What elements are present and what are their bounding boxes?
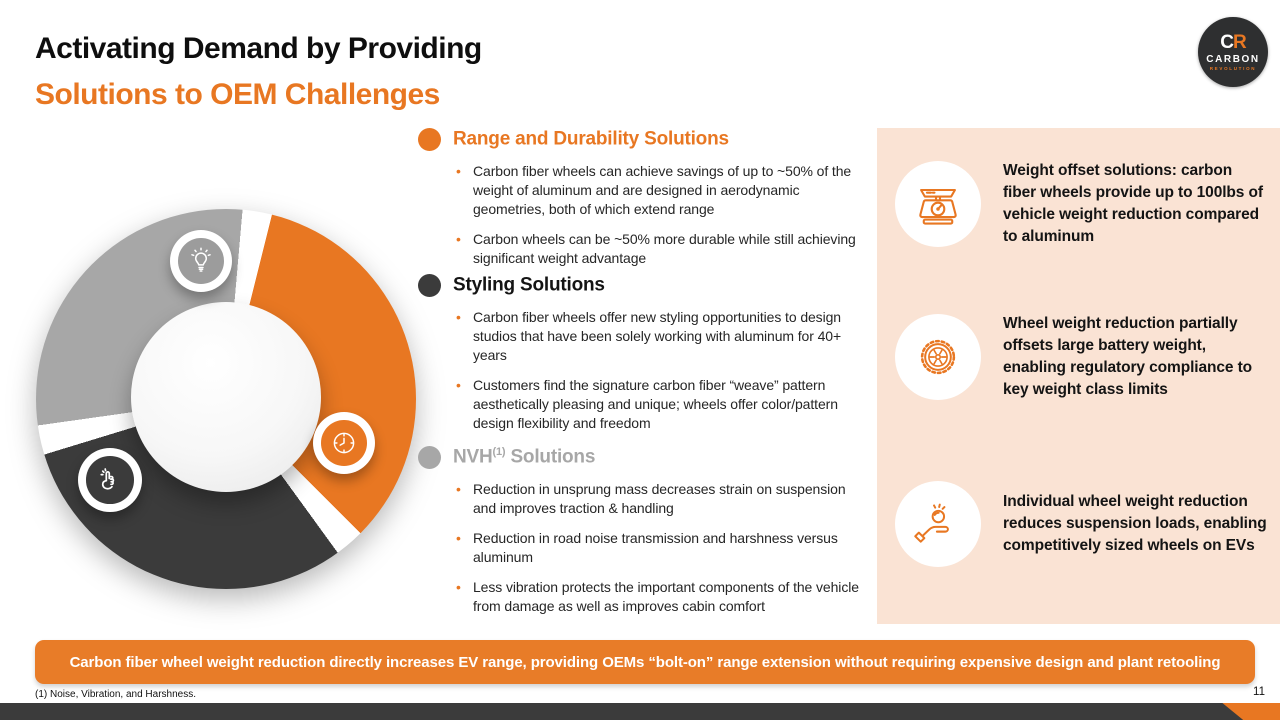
hand-wheel-icon xyxy=(895,481,981,567)
page-number: 11 xyxy=(1253,686,1265,698)
gray-bullet-dot xyxy=(418,446,441,469)
logo-monogram-r: R xyxy=(1233,31,1246,53)
scale-icon xyxy=(895,161,981,247)
panel-text: Weight offset solutions: carbon fiber wheels provide up to 100lbs of vehicle weight reduction compared to aluminum xyxy=(1003,162,1263,245)
footnote: (1) Noise, Vibration, and Harshness. xyxy=(35,689,197,700)
title-line-2: Solutions to OEM Challenges xyxy=(35,78,440,111)
section-header xyxy=(418,274,871,297)
snap-hand-icon xyxy=(86,456,133,503)
bullet-item: • Less vibration protects the important components of the vehicle from damage as well as improves cabin comfort xyxy=(473,578,871,616)
banner-text: Carbon fiber wheel weight reduction directly increases EV range, providing OEMs “bolt-on” range extension without requiring expensive design and plant retooling xyxy=(69,653,1221,671)
bullet-item: • Carbon wheels can be ~50% more durable while still achieving significant weight advantage xyxy=(473,230,871,268)
section-title-text: Styling Solutions xyxy=(453,274,605,296)
bullet-item: • Reduction in unsprung mass decreases strain on suspension and improves traction & handling xyxy=(473,480,871,518)
lightbulb-icon xyxy=(178,238,224,284)
wheel-center-circle xyxy=(131,302,321,492)
logo-monogram-c: C xyxy=(1220,31,1233,53)
logo-subname: REVOLUTION xyxy=(1209,65,1257,71)
key-message-banner xyxy=(35,640,1255,684)
section-title-text: Range and Durability Solutions xyxy=(453,128,729,150)
bullet-list xyxy=(473,480,871,616)
bullet-item: • Customers find the signature carbon fiber “weave” pattern aesthetically pleasing and unique; wheels offer color/pattern design flexibility and freedom xyxy=(473,376,871,433)
tire-icon xyxy=(895,314,981,400)
section-title-sup: (1) xyxy=(492,446,506,459)
section-nvh xyxy=(418,446,871,627)
gesture-badge xyxy=(78,448,142,512)
title-line-1: Activating Demand by Providing xyxy=(35,32,482,65)
bullet-list xyxy=(473,308,871,433)
orange-bullet-dot xyxy=(418,128,441,151)
weight-benefits-panel xyxy=(877,128,1280,624)
dark-bullet-dot xyxy=(418,274,441,297)
section-title-text: NVH xyxy=(453,446,493,468)
bullet-list xyxy=(473,162,871,268)
carbon-revolution-logo xyxy=(1198,17,1268,87)
section-header xyxy=(418,128,871,151)
section-styling xyxy=(418,274,871,444)
section-title-rest: Solutions xyxy=(505,446,596,468)
panel-row-weight-offset xyxy=(895,160,1267,248)
clock-icon xyxy=(321,420,367,466)
page-title xyxy=(35,26,482,118)
logo-name: CARBON xyxy=(1206,53,1260,65)
panel-row-battery-offset xyxy=(895,313,1267,401)
three-segment-wheel-diagram xyxy=(36,209,416,589)
section-header xyxy=(418,446,871,469)
section-title xyxy=(453,446,595,468)
section-range-durability xyxy=(418,128,871,279)
bullet-item: • Reduction in road noise transmission and harshness versus aluminum xyxy=(473,529,871,567)
bottom-bar xyxy=(0,703,1280,720)
section-title xyxy=(453,274,605,296)
panel-row-suspension xyxy=(895,481,1267,567)
logo-monogram xyxy=(1220,31,1246,53)
time-badge xyxy=(313,412,375,474)
section-title xyxy=(453,128,729,150)
idea-badge xyxy=(170,230,232,292)
bullet-item: • Carbon fiber wheels offer new styling opportunities to design studios that have been solely working with aluminum for 40+ years xyxy=(473,308,871,365)
panel-text: Wheel weight reduction partially offsets large battery weight, enabling regulatory compliance to key weight class limits xyxy=(1003,315,1253,398)
bullet-item: • Carbon fiber wheels can achieve savings of up to ~50% of the weight of aluminum and are designed in aerodynamic geometries, both of which extend range xyxy=(473,162,871,219)
bottom-bar-orange-accent xyxy=(1200,703,1280,720)
panel-text: Individual wheel weight reduction reduces suspension loads, enabling competitively sized wheels on EVs xyxy=(1003,493,1267,554)
